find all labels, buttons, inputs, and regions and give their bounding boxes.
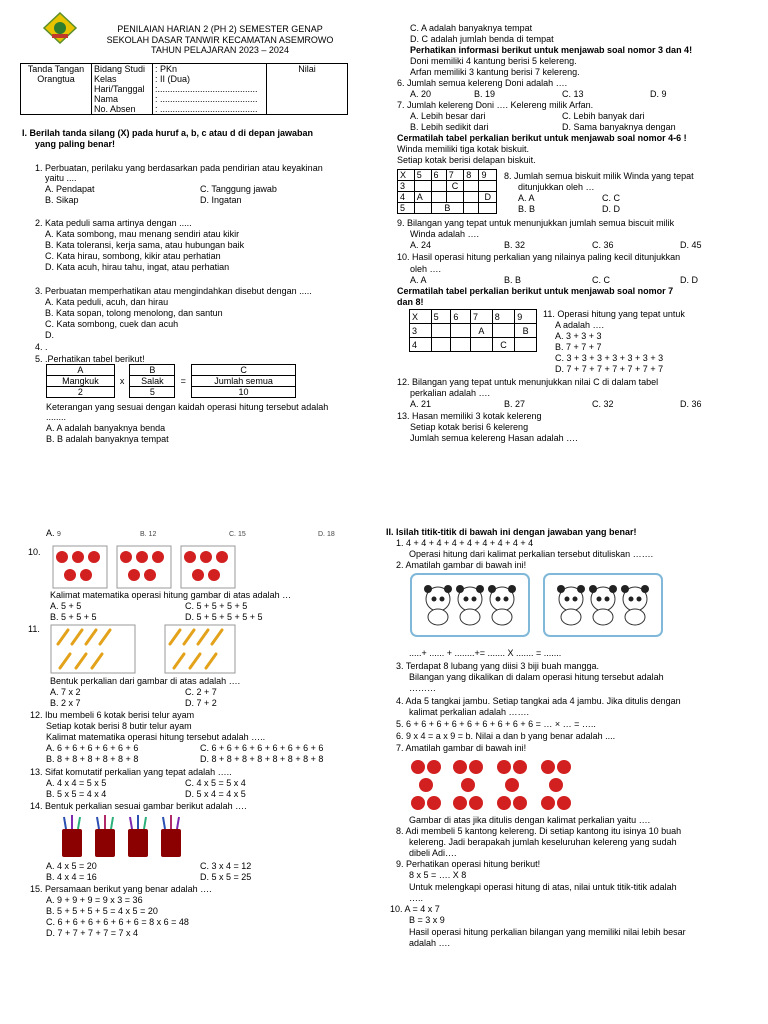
info-7-8-cont: dan 8! [397,297,424,307]
q10-text: 10. Hasil operasi hitung perkalian yang nilainya paling kecil ditunjukkan [397,252,681,262]
q2-option-b[interactable]: B. Kata toleransi, kerja sama, atau hubungan baik [45,240,245,250]
field-name-label: Nama [92,94,153,104]
exam-title: PENILAIAN HARIAN 2 (PH 2) SEMESTER GENAP [117,24,323,34]
q13-text-cont: Setiap kotak berisi 6 kelereng [410,422,529,432]
q3-option-a[interactable]: A. Kata peduli, acuh, dan hirau [45,297,169,307]
q5-salak: Salak [130,376,175,387]
pencils-image [50,624,236,674]
q2-option-a[interactable]: A. Kata sombong, mau menang sendiri atau kikir [45,229,240,239]
q12b-text: 12. Ibu membeli 6 kotak berisi telur ayam [30,710,195,720]
q2-text: 2. Kata peduli sama artinya dengan ..... [35,218,192,228]
q12b-option-a[interactable]: A. 6 + 6 + 6 + 6 + 6 + 6 [46,743,139,753]
q7-option-a[interactable]: A. Lebih besar dari [410,111,486,121]
q8-option-d[interactable]: D. D [602,204,620,214]
q9-option-a[interactable]: A. 24 [410,240,432,250]
t1-header: 9 [479,170,497,181]
q14b-text: 14. Bentuk perkalian sesuai gambar berikut adalah …. [30,801,247,811]
t2-cell-c: C [492,338,515,352]
t2-header: 9 [515,310,537,324]
q1-option-d[interactable]: D. Ingatan [200,195,242,205]
e3-text-cont: Bilangan yang dikalikan di dalam operasi hitung tersebut adalah [409,672,664,682]
field-name-value[interactable]: : ....................................... [155,94,258,104]
q11-option-d[interactable]: D. 7 + 7 + 7 + 7 + 7 + 7 + 7 [555,364,664,374]
field-absen-value[interactable]: : ....................................... [153,104,267,115]
t1-cell-c: C [446,181,463,192]
t1-row-label: 5 [398,203,415,214]
q5-jumlah: Jumlah semua [192,376,296,387]
e9-equation: 8 x 5 = …. X 8 [409,870,467,880]
q11-text: 11. Operasi hitung yang tepat untuk [543,309,685,319]
e9-text: 9. Perhatikan operasi hitung berikut! [396,859,541,869]
e5-text: 5. 6 + 6 + 6 + 6 + 6 + 6 + 6 + 6 + 6 = … × … = ….. [396,719,596,729]
t2-header: 5 [431,310,451,324]
field-date-value[interactable]: :........................................ [155,84,258,94]
q5-col-c: C [192,365,296,376]
q7-text: 7. Jumlah kelereng Doni …. Kelereng milik Arfan. [397,100,594,110]
q5-equals: = [180,376,186,386]
q5-option-d[interactable]: D. C adalah jumlah benda di tempat [410,34,554,44]
q5-option-b[interactable]: B. B adalah banyaknya tempat [46,434,169,444]
section1-title-cont: yang paling benar! [35,139,116,149]
q5-times: x [119,376,125,386]
section2-title: II. Isilah titik-titik di bawah ini dengan jawaban yang benar! [386,527,637,537]
apples-baskets-image [52,545,236,589]
q9-text: 9. Bilangan yang tepat untuk menunjukkan jumlah semua biscuit milik [397,218,675,228]
t2-cell-a: A [471,324,493,338]
q14b-option-b[interactable]: B. 4 x 4 = 16 [46,872,97,882]
arfan-info: Arfan memiliki 3 kantung berisi 7 kelereng. [410,67,580,77]
t1-header: 5 [414,170,431,181]
q10b-option-a[interactable]: A. 5 + 5 [50,601,82,611]
q10-text-cont: oleh …. [410,264,442,274]
field-bidang-label: Bidang Studi [92,64,153,75]
q13b-option-c[interactable]: C. 4 x 5 = 5 x 4 [185,778,246,788]
section1-title: I. Berilah tanda silang (X) pada huruf a, b, c atau d di depan jawaban [22,128,314,138]
q5-keterangan-cont: ........ [46,412,67,422]
t2-header: X [410,310,432,324]
q5-option-a[interactable]: A. A adalah banyaknya benda [46,423,166,433]
q5-option-c[interactable]: C. A adalah banyaknya tempat [410,23,533,33]
q1-option-b[interactable]: B. Sikap [45,195,79,205]
t1-row-label: 4 [398,192,415,203]
multiplication-table-1 [397,169,497,214]
q7-option-d[interactable]: D. Sama banyaknya dengan [562,122,676,132]
q10b-text: Kalimat matematika operasi hitung gambar di atas adalah … [50,590,292,600]
q11b-option-a[interactable]: A. 7 x 2 [50,687,81,697]
q3-option-c[interactable]: C. Kata sombong, cuek dan acuh [45,319,179,329]
t1-cell-a: A [414,192,431,203]
e10-text-cont: Hasil operasi hitung perkalian bilangan yang memiliki nilai lebih besar [409,927,686,937]
e1-text: 1. 4 + 4 + 4 + 4 + 4 + 4 + 4 + 4 + 4 [396,538,534,548]
pencil-cups-image [60,815,190,859]
t1-header: 6 [431,170,446,181]
t1-cell-b: B [431,203,464,214]
doni-info: Doni memiliki 4 kantung berisi 5 kelereng. [410,56,577,66]
q13b-option-b[interactable]: B. 5 x 5 = 4 x 4 [46,789,107,799]
q9-option-d[interactable]: D. 45 [680,240,702,250]
field-absen-label: No. Absen [92,104,153,115]
q12-text-cont: perkalian adalah …. [410,388,491,398]
q15b-option-c[interactable]: C. 6 + 6 + 6 + 6 + 6 + 6 = 8 x 6 = 48 [46,917,189,927]
t1-cell-d: D [479,192,497,203]
q12b-text-cont: Setiap kotak berisi 8 butir telur ayam [46,721,192,731]
q6-option-b[interactable]: B. 19 [474,89,496,99]
e8-text-cont2: dibeli Adi…. [409,848,457,858]
q3-option-b[interactable]: B. Kata sopan, tolong menolong, dan santun [45,308,223,318]
t2-cell-b: B [515,324,537,338]
q11b-text: Bentuk perkalian dari gambar di atas adalah …. [50,676,241,686]
e1-text-cont: Operasi hitung dari kalimat perkalian tersebut dituliskan ……. [409,549,654,559]
q9-option-b[interactable]: B. 32 [504,240,526,250]
t1-header: 8 [464,170,479,181]
q10b-number: 10. [28,547,41,557]
field-date-label: Hari/Tanggal [92,84,153,94]
q8-option-b[interactable]: B. B [518,204,536,214]
school-logo-icon [42,12,78,44]
t2-header: 8 [492,310,515,324]
q13b-option-a[interactable]: A. 4 x 4 = 5 x 5 [46,778,107,788]
e7-text: 7. Amatilah gambar di bawah ini! [396,743,527,753]
prev-option-b[interactable]: B. 12 [140,531,157,538]
parent-signature-cell: Tanda Tangan Orangtua [21,64,92,115]
q11-option-c[interactable]: C. 3 + 3 + 3 + 3 + 3 + 3 + 3 [555,353,664,363]
q10b-option-b[interactable]: B. 5 + 5 + 5 [50,612,97,622]
q12b-option-b[interactable]: B. 8 + 8 + 8 + 8 + 8 + 8 [46,754,139,764]
q14b-option-c[interactable]: C. 3 x 4 = 12 [200,861,252,871]
q11-text-cont: A adalah …. [555,320,605,330]
q8-text-cont: ditunjukkan oleh … [518,182,595,192]
q1-text-cont: yaitu .... [45,173,77,183]
q15b-option-a[interactable]: A. 9 + 9 + 9 = 9 x 3 = 36 [46,895,143,905]
q3-text: 3. Perbuatan memperhatikan atau mengindahkan disebut dengan ..... [35,286,312,296]
info-3-4: Perhatikan informasi berikut untuk menjawab soal nomor 3 dan 4! [410,45,693,55]
q12b-option-d[interactable]: D. 8 + 8 + 8 + 8 + 8 + 8 + 8 + 8 [200,754,324,764]
q5-val-10: 10 [192,387,296,398]
e4-text-cont: kalimat perkalian adalah ……. [409,707,530,717]
info-4-6: Cermatilah tabel perkalian berikut untuk menjawab soal nomor 4-6 ! [397,133,687,143]
q10b-option-c[interactable]: C. 5 + 5 + 5 + 5 [185,601,248,611]
e8-text-cont: kelereng. Jadi berapakah jumlah keseluruhan kelereng yang sudah [409,837,677,847]
q2-option-d[interactable]: D. Kata acuh, hirau tahu, ingat, atau perhatian [45,262,230,272]
e8-text: 8. Adi membeli 5 kantong kelereng. Di setiap kantong itu isinya 10 buah [396,826,682,836]
t2-row-label: 3 [410,324,432,338]
q13-text: 13. Hasan memiliki 3 kotak kelereng [397,411,542,421]
q13b-option-d[interactable]: D. 5 x 4 = 4 x 5 [185,789,246,799]
e9-text-cont: Untuk melengkapi operasi hitung di atas, nilai untuk titik-titik adalah [409,882,677,892]
e3-text: 3. Terdapat 8 lubang yang diisi 3 biji buah mangga. [396,661,599,671]
e2-text: 2. Amatilah gambar di bawah ini! [396,560,527,570]
t1-header: 7 [446,170,463,181]
e3-text-cont2[interactable]: ……… [409,683,436,693]
field-kelas-value: : II (Dua) [155,74,191,84]
q10b-option-d[interactable]: D. 5 + 5 + 5 + 5 + 5 [185,612,263,622]
q12-text: 12. Bilangan yang tepat untuk menunjukkan nilai C di dalam tabel [397,377,659,387]
q13b-text: 13. Sifat komutatif perkalian yang tepat adalah ….. [30,767,232,777]
pandas-image [410,573,664,639]
q9-text-cont: Winda adalah …. [410,229,480,239]
t2-header: 6 [451,310,471,324]
q12b-option-c[interactable]: C. 6 + 6 + 6 + 6 + 6 + 6 + 6 + 6 [200,743,324,753]
q5-col-a: A [47,365,115,376]
t2-row-label: 4 [410,338,432,352]
multiplication-table-2 [409,309,537,352]
q5-col-b: B [130,365,175,376]
q14b-option-d[interactable]: D. 5 x 5 = 25 [200,872,252,882]
q13-text-cont2: Jumlah semua kelereng Hasan adalah …. [410,433,578,443]
q5-text: 5. .Perhatikan tabel berikut! [35,354,145,364]
q6-text: 6. Jumlah semua kelereng Doni adalah …. [397,78,568,88]
e6-text: 6. 9 x 4 = a x 9 = b. Nilai a dan b yang benar adalah .... [396,731,616,741]
q5-mangkuk: Mangkuk [47,376,115,387]
e4-text: 4. Ada 5 tangkai jambu. Setiap tangkai ada 4 jambu. Jika ditulis dengan [396,696,681,706]
q5-val-2: 2 [47,387,115,398]
q15b-option-d[interactable]: D. 7 + 7 + 7 + 7 = 7 x 4 [46,928,139,938]
q6-option-d[interactable]: D. 9 [650,89,667,99]
apples-groups-image [410,758,580,812]
school-name: SEKOLAH DASAR TANWIR KECAMATAN ASEMROWO [106,35,334,45]
q12-option-b[interactable]: B. 27 [504,399,526,409]
q5-table [46,364,296,398]
q1-option-a[interactable]: A. Pendapat [45,184,95,194]
q11b-number: 11. [28,624,40,634]
q1-text: 1. Perbuatan, perilaku yang berdasarkan pada pendirian atau keyakinan [35,163,323,173]
q5-val-5: 5 [130,387,175,398]
q8-text: 8. Jumlah semua biskuit milik Winda yang tepat [504,171,694,181]
q5-keterangan: Keterangan yang sesuai dengan kaidah operasi hitung tersebut adalah [46,402,329,412]
q9-option-c[interactable]: C. 36 [592,240,614,250]
e2-answer-line[interactable]: .....+ ...... + ........+= ....... X ....... = ....... [409,648,562,658]
q10-option-c[interactable]: C. C [592,275,610,285]
q10-option-d[interactable]: D. D [680,275,698,285]
q12-option-d[interactable]: D. 36 [680,399,702,409]
q7-option-c[interactable]: C. Lebih banyak dari [562,111,645,121]
q11-option-b[interactable]: B. 7 + 7 + 7 [555,342,602,352]
e10-text: 10. A = 4 x 7 [390,904,440,914]
q8-option-a[interactable]: A. A [518,193,535,203]
q8-option-c[interactable]: C. C [602,193,620,203]
info-7-8: Cermatilah tabel perkalian berikut untuk menjawab soal nomor 7 [397,286,674,296]
q6-option-a[interactable]: A. 20 [410,89,432,99]
prev-option-d[interactable]: D. 18 [318,531,335,538]
e10-b-value: B = 3 x 9 [409,915,445,925]
t1-header: X [398,170,415,181]
q1-option-c[interactable]: C. Tanggung jawab [200,184,277,194]
q15b-text: 15. Persamaan berikut yang benar adalah …. [30,884,212,894]
q6-option-c[interactable]: C. 13 [562,89,584,99]
t2-header: 7 [471,310,493,324]
q14b-option-a[interactable]: A. 4 x 5 = 20 [46,861,97,871]
q7-option-b[interactable]: B. Lebih sedikit dari [410,122,489,132]
q11b-option-b[interactable]: B. 2 x 7 [50,698,81,708]
identity-table [20,63,348,115]
prev-option-c[interactable]: C. 15 [229,531,246,538]
q11-option-a[interactable]: A. 3 + 3 + 3 [555,331,602,341]
q12-option-c[interactable]: C. 32 [592,399,614,409]
q12-option-a[interactable]: A. 21 [410,399,432,409]
e10-answer[interactable]: adalah …. [409,938,451,948]
t1-row-label: 3 [398,181,415,192]
q4-text: 4. . [35,342,48,352]
q15b-option-b[interactable]: B. 5 + 5 + 5 + 5 = 4 x 5 = 20 [46,906,158,916]
q11b-option-c[interactable]: C. 2 + 7 [185,687,217,697]
q10-option-b[interactable]: B. B [504,275,522,285]
e7-text-cont: Gambar di atas jika ditulis dengan kalimat perkalian yaitu …. [409,815,651,825]
q2-option-c[interactable]: C. Kata hirau, sombong, kikir atau perhatian [45,251,221,261]
q10-option-a[interactable]: A. A [410,275,427,285]
q11b-option-d[interactable]: D. 7 + 2 [185,698,217,708]
field-bidang-value: : PKn [153,64,267,75]
q12b-text-cont2: Kalimat matematika operasi hitung tersebut adalah ….. [46,732,266,742]
winda-info-2: Setiap kotak berisi delapan biskuit. [397,155,536,165]
winda-info: Winda memiliki tiga kotak biskuit. [397,144,530,154]
school-year: TAHUN PELAJARAN 2023 – 2024 [151,45,289,55]
e9-answer[interactable]: ….. [409,893,424,903]
prev-option-a[interactable]: A. 9 [46,528,61,538]
score-cell: Nilai [267,64,348,115]
field-kelas-label: Kelas [92,74,153,84]
q3-option-d[interactable]: D. [45,330,54,340]
